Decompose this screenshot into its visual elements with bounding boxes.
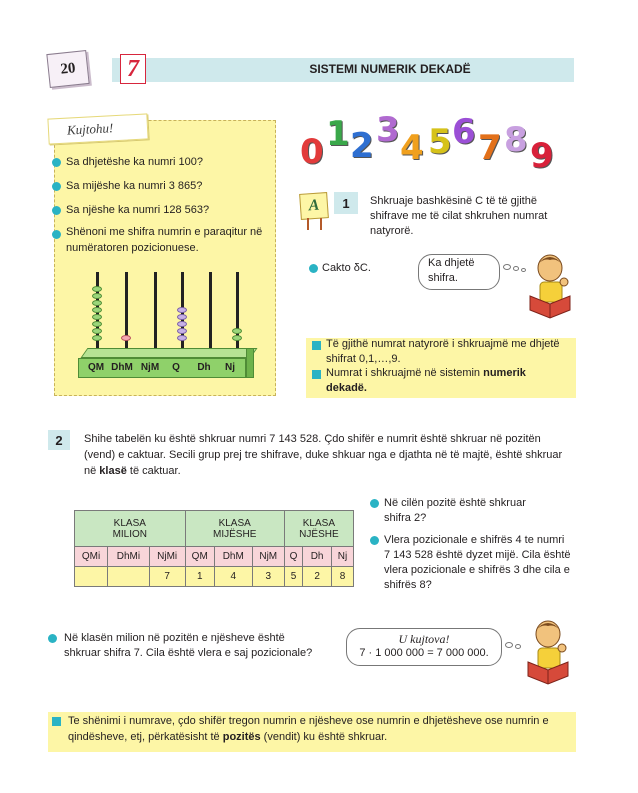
digit-6: 6 — [452, 112, 476, 152]
question-thousands: Sa mijëshe ka numri 3 865? — [66, 180, 203, 192]
speech-text: Ka dhjetë shifra. — [428, 257, 475, 284]
exercise2-number: 2 — [48, 430, 70, 450]
bullet-icon — [52, 206, 61, 215]
abacus-label-dh: Dh — [197, 362, 211, 373]
remember-heading: Kujtohu! — [66, 120, 114, 138]
bullet-icon — [370, 536, 379, 545]
class-label: KLASA — [113, 517, 146, 529]
side-question2-line4: shifrës 8? — [384, 579, 432, 591]
abacus-bead — [177, 335, 187, 341]
table-value-row — [75, 567, 354, 587]
table-cell: DhMi — [108, 547, 150, 567]
abacus-bead — [92, 293, 102, 299]
thought-dot — [505, 642, 513, 648]
rule1-line3-bold: numerik — [483, 367, 526, 379]
abacus-bead — [177, 328, 187, 334]
abacus-bead — [92, 286, 102, 292]
abacus-base-side — [246, 348, 254, 378]
rule2-line1: Te shënimi i numrave, çdo shifër tregon numrin e njësheve ose numrin e dhjetësheve ose numrin e — [68, 715, 549, 727]
activity-badge-letter: A — [308, 196, 320, 215]
digit-2: 2 — [350, 126, 374, 166]
bullet-icon — [48, 634, 57, 643]
table-cell: 7 — [149, 567, 185, 587]
chapter-number-box — [120, 54, 146, 84]
thought-dot — [503, 264, 511, 270]
recall-heading: U kujtova! — [398, 632, 450, 646]
bullet-icon — [370, 499, 379, 508]
exercise1-number: 1 — [334, 192, 358, 214]
abacus-label-q: Q — [172, 362, 180, 373]
square-bullet-icon — [312, 370, 321, 379]
table-class-row — [75, 511, 354, 547]
question-ones: Sa njëshe ka numri 128 563? — [66, 204, 210, 216]
abacus-label-nj: Nj — [225, 362, 235, 373]
chapter-number: 7 — [127, 55, 139, 82]
digit-7: 7 — [478, 128, 502, 168]
table-cell — [75, 567, 108, 587]
rule1-line1: Të gjithë numrat natyrorë i shkruajmë me dhjetë — [326, 338, 560, 350]
class-label: MILION — [112, 528, 148, 540]
digit-1: 1 — [326, 114, 350, 154]
recall-formula: 7 · 1 000 000 = 7 000 000. — [359, 647, 489, 659]
bullet-icon — [309, 264, 318, 273]
digit-4: 4 — [400, 128, 424, 168]
side-question2-line1: Vlera pozicionale e shifrës 4 te numri — [384, 534, 565, 546]
table-cell: 8 — [332, 567, 354, 587]
class-label: KLASA — [218, 517, 251, 529]
abacus-bead — [92, 335, 102, 341]
abacus-base-top — [80, 348, 257, 358]
rule2-line2 — [68, 730, 387, 745]
bullet-icon — [52, 182, 61, 191]
class-million — [75, 511, 186, 547]
table-cell: 3 — [252, 567, 284, 587]
exercise2-line3-post: të caktuar. — [126, 465, 181, 477]
class-ones — [284, 511, 353, 547]
digit-8: 8 — [504, 120, 528, 160]
abacus-bead — [177, 321, 187, 327]
table-cell: 1 — [185, 567, 214, 587]
table-cell: Dh — [303, 547, 332, 567]
easel-leg — [307, 218, 309, 230]
abacus-bead — [92, 300, 102, 306]
side-question1-line1: Në cilën pozitë është shkruar — [384, 497, 526, 509]
table-cell: DhM — [214, 547, 252, 567]
table-position-row — [75, 547, 354, 567]
abacus-bead — [177, 307, 187, 313]
abacus-bead — [92, 328, 102, 334]
bottom-question-line2: shkruar shifra 7. Cila është vlera e saj pozicionale? — [64, 647, 313, 659]
rule2-line2-bold: pozitës — [222, 731, 261, 743]
exercise2-line1: Shihe tabelën ku është shkruar numri 7 143 528. Çdo shifër e numrit është shkruar në pozitën — [84, 433, 541, 445]
abacus-label-dhm: DhM — [111, 362, 133, 373]
abacus-label-qm: QM — [87, 362, 105, 373]
abacus-label-njm: NjM — [140, 362, 160, 373]
digit-9: 9 — [530, 136, 554, 176]
table-cell: QM — [185, 547, 214, 567]
page-title: SISTEMI NUMERIK DEKADË — [309, 62, 471, 76]
class-label: NJËSHE — [299, 528, 339, 540]
exercise2-line2: (vend) e caktuar. Secili grup prej tre shifrave, duke shkuar nga e djathta në të majtë, është shkruar — [84, 449, 563, 461]
rule2-line2-pre: qindësheve, etj, përkatësisht të — [68, 731, 223, 743]
exercise2-line3-bold: klasë — [99, 465, 127, 477]
square-bullet-icon — [312, 341, 321, 350]
abacus-bead — [92, 307, 102, 313]
thought-dot — [513, 266, 519, 271]
remember-heading-tag — [47, 113, 148, 144]
place-value-table — [74, 510, 354, 587]
exercise1-task: Cakto δC. — [322, 262, 371, 274]
digit-5: 5 — [428, 122, 452, 162]
digit-0: 0 — [300, 132, 324, 172]
table-cell: 5 — [284, 567, 302, 587]
table-cell — [108, 567, 150, 587]
class-label: MIJËSHE — [213, 528, 257, 540]
exercise1-text: Shkruaje bashkësinë C të të gjithë shifrave me të cilat shkruhen numrat natyrorë. — [370, 195, 548, 237]
abacus-bead — [232, 328, 242, 334]
digit-3: 3 — [376, 110, 400, 150]
table-cell: NjM — [252, 547, 284, 567]
table-cell: NjMi — [149, 547, 185, 567]
rule1-line3-text: Numrat i shkruajmë në sistemin — [326, 367, 484, 379]
table-cell: 4 — [214, 567, 252, 587]
table-cell: Nj — [332, 547, 354, 567]
class-thousands — [185, 511, 284, 547]
square-bullet-icon — [52, 717, 61, 726]
table-cell: 2 — [303, 567, 332, 587]
rule1-line2: shifrat 0,1,…,9. — [326, 353, 401, 365]
bottom-question-line1: Në klasën milion në pozitën e njësheve është — [64, 632, 285, 644]
abacus-rod — [154, 272, 157, 352]
rule1-line3 — [326, 366, 526, 381]
abacus-bead — [92, 321, 102, 327]
easel-leg — [320, 218, 322, 230]
abacus-bead — [232, 335, 242, 341]
boy-reading-illustration — [520, 252, 578, 324]
exercise2-line3 — [84, 464, 181, 479]
bullet-icon — [52, 230, 61, 239]
side-question2-line2: 7 143 528 është dyzet mijë. Cila është — [384, 549, 571, 561]
question-tens: Sa dhjetëshe ka numri 100? — [66, 156, 203, 168]
side-question2-line3: vlera pozicionale e shifrës 3 dhe cila e — [384, 564, 570, 576]
page-number: 20 — [59, 59, 77, 78]
table-cell: Q — [284, 547, 302, 567]
class-label: KLASA — [302, 517, 336, 529]
question-abacus-line2: numëratoren pozicionuese. — [66, 242, 199, 254]
activity-badge — [299, 192, 329, 220]
page-number-box — [46, 50, 89, 88]
side-question1-line2: shifra 2? — [384, 512, 427, 524]
bullet-icon — [52, 158, 61, 167]
abacus-bead — [92, 314, 102, 320]
exercise2-line3-pre: në — [84, 465, 100, 477]
rule1-line4: dekadë. — [326, 382, 367, 394]
abacus-bead — [121, 335, 131, 341]
boy-reading-illustration — [518, 618, 576, 690]
question-abacus-line1: Shënoni me shifra numrin e paraqitur në — [66, 226, 263, 238]
rule2-line2-post: (vendit) ku është shkruar. — [260, 731, 388, 743]
table-cell: QMi — [75, 547, 108, 567]
abacus-bead — [177, 314, 187, 320]
abacus-rod — [209, 272, 212, 352]
